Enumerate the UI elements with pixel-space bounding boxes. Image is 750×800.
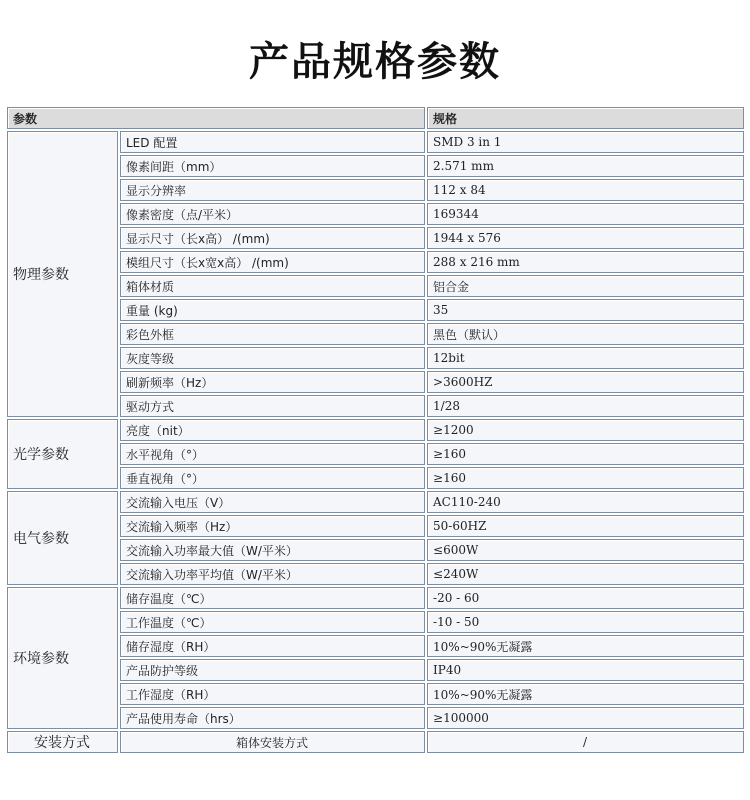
spec-value-cell: 35 bbox=[427, 299, 744, 321]
spec-value-cell: -20 - 60 bbox=[427, 587, 744, 609]
category-cell: 光学参数 bbox=[7, 419, 118, 489]
table-row-footer bbox=[7, 731, 744, 753]
param-name-cell: 交流输入电压（V） bbox=[120, 491, 425, 513]
param-name-cell: 工作湿度（RH） bbox=[120, 683, 425, 705]
param-name-cell: 储存温度（℃） bbox=[120, 587, 425, 609]
spec-value-cell: 112 x 84 bbox=[427, 179, 744, 201]
spec-value-cell: 169344 bbox=[427, 203, 744, 225]
category-cell: 物理参数 bbox=[7, 131, 118, 417]
spec-value-cell: 2.571 mm bbox=[427, 155, 744, 177]
param-name-cell: 显示尺寸（长x高） /(mm) bbox=[120, 227, 425, 249]
table-row bbox=[7, 131, 744, 153]
param-name-cell: 垂直视角（°） bbox=[120, 467, 425, 489]
page-title: 产品规格参数 bbox=[249, 39, 501, 85]
spec-value-cell: ≥1200 bbox=[427, 419, 744, 441]
spec-value-cell: ≤240W bbox=[427, 563, 744, 585]
spec-table bbox=[5, 105, 746, 755]
spec-value-cell: 10%~90%无凝露 bbox=[427, 683, 744, 705]
spec-value-cell: 288 x 216 mm bbox=[427, 251, 744, 273]
table-row bbox=[7, 491, 744, 513]
header-param: 参数 bbox=[7, 107, 425, 129]
spec-value-cell: 1/28 bbox=[427, 395, 744, 417]
param-name-cell: 交流输入功率最大值（W/平米） bbox=[120, 539, 425, 561]
table-row bbox=[7, 587, 744, 609]
spec-value-cell: 1944 x 576 bbox=[427, 227, 744, 249]
param-name-cell: 重量 (kg) bbox=[120, 299, 425, 321]
param-name-cell: 灰度等级 bbox=[120, 347, 425, 369]
header-spec: 规格 bbox=[427, 107, 744, 129]
param-name-cell: LED 配置 bbox=[120, 131, 425, 153]
spec-table-body bbox=[7, 107, 744, 753]
category-cell: 安装方式 bbox=[7, 731, 118, 753]
param-name-cell: 像素密度（点/平米） bbox=[120, 203, 425, 225]
spec-value-cell: 黑色（默认） bbox=[427, 323, 744, 345]
spec-value-cell: SMD 3 in 1 bbox=[427, 131, 744, 153]
spec-value-cell: ≥160 bbox=[427, 443, 744, 465]
category-cell: 环境参数 bbox=[7, 587, 118, 729]
param-name-cell: 水平视角（°） bbox=[120, 443, 425, 465]
spec-value-cell: -10 - 50 bbox=[427, 611, 744, 633]
param-name-cell: 亮度（nit） bbox=[120, 419, 425, 441]
param-name-cell: 交流输入频率（Hz） bbox=[120, 515, 425, 537]
spec-value-cell: 10%~90%无凝露 bbox=[427, 635, 744, 657]
param-name-cell: 工作温度（℃） bbox=[120, 611, 425, 633]
param-name-cell: 交流输入功率平均值（W/平米） bbox=[120, 563, 425, 585]
spec-value-cell: 12bit bbox=[427, 347, 744, 369]
param-name-cell: 储存湿度（RH） bbox=[120, 635, 425, 657]
spec-value-cell: / bbox=[427, 731, 744, 753]
spec-value-cell: 50-60HZ bbox=[427, 515, 744, 537]
param-name-cell: 模组尺寸（长x宽x高） /(mm) bbox=[120, 251, 425, 273]
spec-value-cell: ≥100000 bbox=[427, 707, 744, 729]
spec-value-cell: >3600HZ bbox=[427, 371, 744, 393]
param-name-cell: 产品使用寿命（hrs） bbox=[120, 707, 425, 729]
param-name-cell: 刷新频率（Hz） bbox=[120, 371, 425, 393]
param-name-cell: 箱体安装方式 bbox=[120, 731, 425, 753]
table-row bbox=[7, 419, 744, 441]
param-name-cell: 驱动方式 bbox=[120, 395, 425, 417]
param-name-cell: 箱体材质 bbox=[120, 275, 425, 297]
table-header-row bbox=[7, 107, 744, 129]
category-cell: 电气参数 bbox=[7, 491, 118, 585]
spec-value-cell: AC110-240 bbox=[427, 491, 744, 513]
spec-value-cell: IP40 bbox=[427, 659, 744, 681]
param-name-cell: 彩色外框 bbox=[120, 323, 425, 345]
param-name-cell: 产品防护等级 bbox=[120, 659, 425, 681]
spec-value-cell: ≥160 bbox=[427, 467, 744, 489]
spec-value-cell: 铝合金 bbox=[427, 275, 744, 297]
param-name-cell: 像素间距（mm） bbox=[120, 155, 425, 177]
param-name-cell: 显示分辨率 bbox=[120, 179, 425, 201]
spec-value-cell: ≤600W bbox=[427, 539, 744, 561]
